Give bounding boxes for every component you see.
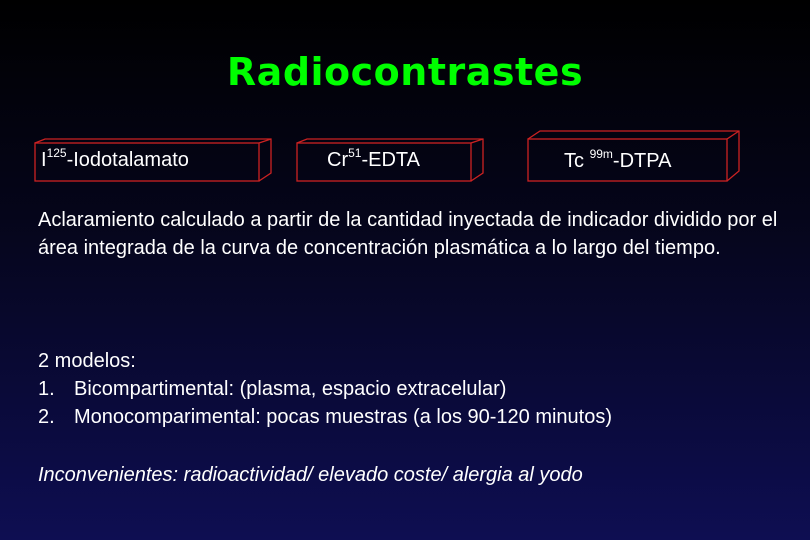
isotope-label [41, 146, 189, 172]
isotope-symbol: Cr [327, 149, 349, 171]
isotope-mass: 51 [348, 146, 362, 160]
isotope-mass: 99m [589, 147, 613, 161]
models-heading: 2 modelos: [38, 350, 136, 372]
isotope-label [564, 147, 672, 173]
list-item-number: 2. [38, 406, 55, 428]
list-item-number: 1. [38, 378, 55, 400]
compound-name: -DTPA [612, 150, 672, 172]
isotope-box-dtpa [528, 131, 741, 171]
slide-title: Radiocontrastes [226, 50, 584, 94]
list-item-text: Bicompartimental: (plasma, espacio extracelular) [74, 378, 507, 400]
isotope-symbol: Tc [564, 150, 590, 172]
list-item-text: Monocomparimental: pocas muestras (a los 90-120 minutos) [74, 406, 613, 428]
clearance-description: Aclaramiento calculado a partir de la cantidad inyectada de indicador dividido por el área integrada de la curva de concentración plasmática a lo largo del tiempo. [38, 209, 778, 259]
inconvenientes-text: Inconvenientes: radioactividad/ elevado coste/ alergia al yodo [38, 464, 583, 486]
isotope-mass: 125 [46, 146, 67, 160]
list-item [38, 375, 612, 403]
isotope-box-iodotalamato [35, 139, 273, 179]
isotope-symbol: I [41, 149, 47, 171]
isotope-label [327, 146, 420, 172]
models-list [38, 347, 612, 431]
compound-name: -Iodotalamato [66, 149, 189, 171]
list-item [38, 403, 612, 431]
isotope-box-edta [297, 139, 485, 179]
compound-name: -EDTA [361, 149, 420, 171]
